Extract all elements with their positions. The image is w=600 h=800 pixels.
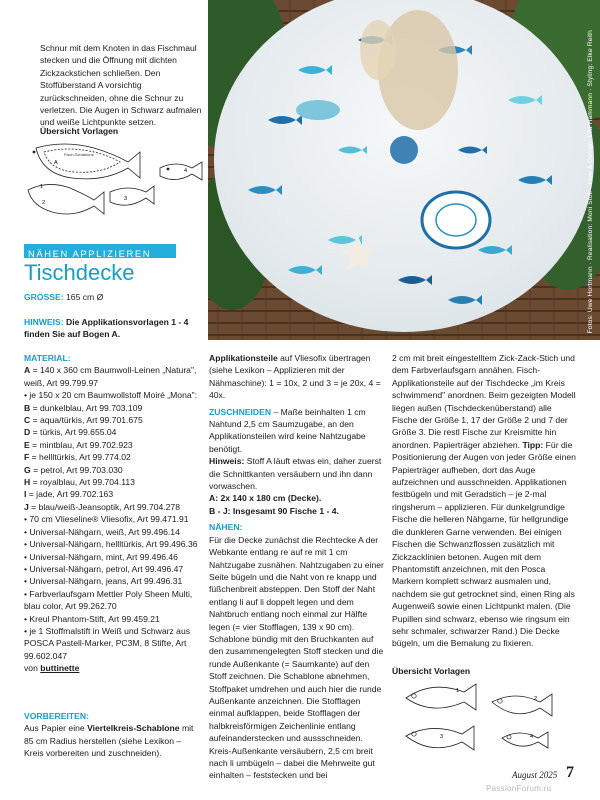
photo-credit: Fotos: Uwe Hortmann · Realisation: Moni Stoll · Idee & Design: Lila Hammann · Styling: Elke Reith: [587, 30, 594, 334]
prepare-heading: VORBEREITEN:: [24, 711, 89, 721]
size-line: [24, 292, 103, 302]
overview-title-2: Übersicht Vorlagen: [392, 666, 471, 676]
template-overview-diagram-2: [392, 676, 578, 758]
section-label: NÄHEN APPLIZIEREN: [28, 248, 152, 259]
label-a: A: [54, 160, 58, 166]
hint-block: [24, 316, 200, 341]
label-3: 3: [124, 196, 128, 202]
material-item: • je 1 Stoffmalstift in Weiß und Schwarz aus POSCA Pastell-Marker, PC3M, 8 Stifte, Art 99.602.047: [24, 625, 191, 661]
material-item: • 70 cm Vlieseline® Vliesofix, Art 99.471.91: [24, 514, 189, 525]
source-line: von buttinette: [24, 663, 80, 674]
material-item: G = petrol, Art 99.703.030: [24, 464, 123, 475]
material-item: • Universal-Nähgarn, hellltürkis, Art 99.496.36: [24, 539, 198, 550]
svg-text:2: 2: [534, 696, 538, 702]
column-right: 2 cm mit breit eingestelltem Zick-Zack-Stich und dem Farbverlaufsgarn annähen. Fisch-Applikationsteile auf der Tischdecke „im Kreis schwimmend" anordnen. Beim gezeigten Modell liegen außen (Tischdeckenüberstand) alle Fische der Größe 1, 17 der Größe 2 und 7 der Größe 3. Die restl Fische zur Kreismitte hin anordnen. Papierträger abziehen. Tipp: Für die Positionierung der Augen von jeder Größe einen Papierträger aufheben, dort das Auge aufzeichnen und ausschneiden. Applikationen festbügeln und mit Geradstich – je 2-mal ringsherum – applizieren. Für dunkelgrundige Fische die helleren Nähgarne, für hellgrundige die dunkleren Garne verwenden. Bei einigen Fischen die Schwanzflossen zusätzlich mit Zickzacklinien betonen. Augen mit dem Phantomstift anzeichnen, mit den Posca Markern komplett schwarz ausmalen und, nachdem sie gut getrocknet sind, einen Ring als Augenweiß sowie einen Lichtpunkt malen. (Die Pupillen sind schwarz, ebenso wie ringsum ein sehr schmaler, schwarzer Rand.) Die Decke bügeln, um die Bemalung zu fixieren.: [392, 353, 576, 649]
watermark: PassionForum.ru: [486, 784, 552, 793]
material-item: • Kreul Phantom-Stift, Art 99.459.21: [24, 613, 160, 624]
page-number: 7: [566, 764, 574, 781]
tablecloth-photo: [208, 0, 600, 340]
column-middle: Applikationsteile auf Vliesofix übertragen (siehe Lexikon – Applizieren mit der Nähmaschine): 1 = 10x, 2 und 3 = je 20x, 4 = 40x. ZUSCHNEIDEN – Maße beinhalten 1 cm Nahtund 2,5 cm Saumzugabe, an den Applikationsteilen wird keine Nahtzugabe benötigt. Hinweis: Stoff A läuft etwas ein, daher zuerst die Schnittkanten versäubern und ihn dann vorwaschen. A: 2x 140 x 180 cm (Decke). B - J: Insgesamt 90 Fische 1 - 4. NÄHEN: Für die Decke zunächst die Rechtecke A der Webkante entlang re auf re mit 1 cm Nahtzugabe zusnähen. Nahtzugaben zu einer Seite bügeln und die Naht von re knapp und füßchenbreit absteppen. Den Stoff der Naht entlang li auf li doppelt legen und dem Nahtbruch entlang noch einmal zur Hälfte legen (= vier Stofflagen, 139 x 90 cm). Schablone bündig mit den Bruchkanten auf den zusammengelegten Stoff stecken und die runde Außenkante (= Saumkante) auf den Stoff zeichnen. Die Schablone abnehmen, Stoffpaket umdrehen und auch hier die runde Außenkante anzeichnen. Die Stofflagen einmal aufklappen, beide Stofflagen der halbkreisförmigen Zeichenlinie entlang aufeinanderstecken und aussschneiden. Kreis-Außenkante versäubern, 2,5 cm breit nach li umbügeln – dabei die Mehrweite gut einhalten – feststecken und bei: [209, 353, 384, 781]
material-item: I = jade, Art 99.702.163: [24, 489, 114, 500]
template-small-text: Fisch-Schablone: [64, 152, 94, 157]
template-overview-diagram-1: [24, 138, 208, 220]
label-1: 1: [40, 184, 44, 190]
label-2: 2: [42, 200, 46, 206]
svg-text:3: 3: [440, 734, 444, 740]
fish-outline-4: [160, 162, 202, 180]
material-item: • Universal-Nähgarn, jeans, Art 99.496.31: [24, 576, 183, 587]
material-item: H = royalblau, Art 99.704.113: [24, 477, 135, 488]
material-item: E = mintblau, Art 99.702.923: [24, 439, 133, 450]
material-item: • Universal-Nähgarn, weiß, Art 99.496.14: [24, 526, 180, 537]
hint-text: Die Applikationsvorlagen 1 - 4 finden Sie auf Bogen A.: [24, 317, 189, 340]
prepare-block: VORBEREITEN: Aus Papier eine Viertelkreis-Schablone mit 85 cm Radius herstellen (siehe Lexikon – Kreis vorbereiten und zuschneiden).: [24, 710, 200, 760]
label-4: 4: [184, 168, 188, 174]
svg-text:4: 4: [530, 734, 534, 740]
size-value: 165 cm Ø: [66, 292, 104, 302]
material-item: • Universal-Nähgarn, petrol, Art 99.496.47: [24, 563, 184, 574]
material-item: C = aqua/türkis, Art 99.701.675: [24, 415, 143, 426]
page-title: Tischdecke: [24, 260, 135, 285]
footer-date: August 2025: [512, 770, 558, 780]
svg-text:1: 1: [456, 688, 460, 694]
size-label: GRÖSSE:: [24, 292, 64, 302]
material-item: • Farbverlaufsgarn Mettler Poly Sheen Multi, blau color, Art 99.262.70: [24, 588, 193, 612]
material-heading: MATERIAL:: [24, 353, 71, 363]
section-band: [24, 244, 176, 258]
source-brand: buttinette: [40, 663, 80, 674]
fish-outline-2b: [492, 694, 552, 716]
material-item: A = 140 x 360 cm Baumwoll-Leinen „Natura", weiß, Art 99.799.97: [24, 365, 197, 388]
material-item: • je 150 x 20 cm Baumwollstoff Moiré „Mona":: [24, 390, 198, 401]
material-item: D = türkis, Art 99.655.04: [24, 427, 117, 438]
overview-title-1: Übersicht Vorlagen: [40, 126, 119, 136]
material-item: F = hellltürkis, Art 99.774.02: [24, 452, 131, 463]
material-item: B = dunkelblau, Art 99.703.109: [24, 402, 143, 413]
intro-text: Schnur mit dem Knoten in das Fischmaul stecken und die Öffnung mit dichten Zickzackstichen schließen. Den Stoffüberstand A vorsichtig zurückschneiden, ohne die Schnur zu verletzen. Die Augen in Schwarz aufmalen und weiße Lichtpunkte setzen.: [40, 43, 202, 128]
hint-label: HINWEIS:: [24, 317, 64, 327]
material-item: • Universal-Nähgarn, mint, Art 99.496.46: [24, 551, 178, 562]
fish-outline-3: [110, 186, 154, 205]
fish-outline-a: [36, 144, 140, 179]
fish-outline-1b: [406, 684, 476, 710]
material-item: J = blau/weiß-Jeansoptik, Art 99.704.278: [24, 501, 180, 512]
material-list: [24, 352, 204, 675]
fish-outline-4b: [502, 732, 548, 748]
